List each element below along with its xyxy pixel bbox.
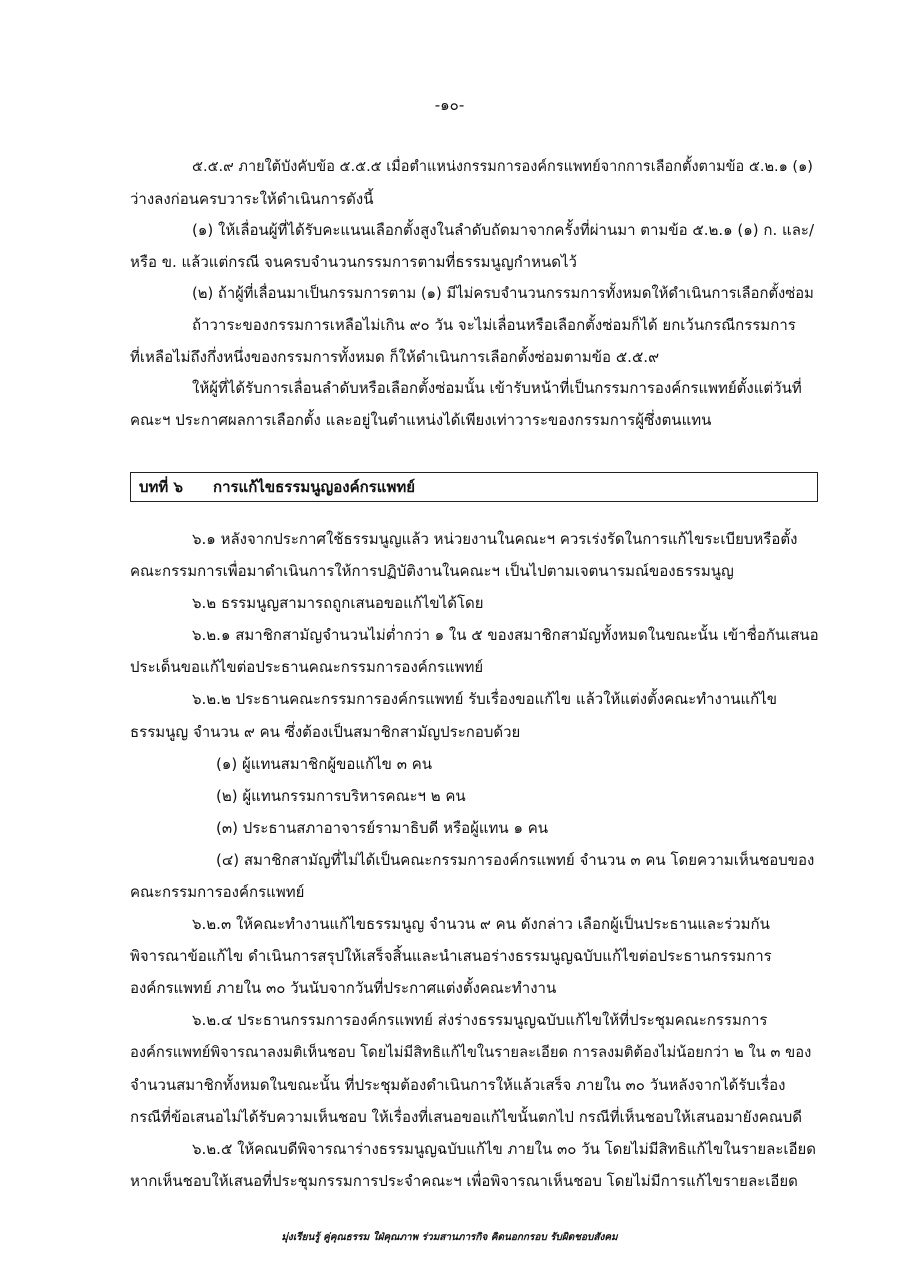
paragraph-line: หรือ ข. แล้วแต่กรณี จนครบจำนวนกรรมการตามที่ธรรมนูญกำหนดไว้ bbox=[130, 252, 577, 271]
paragraph-line: ๖.๒.๕ ให้คณบดีพิจารณาร่างธรรมนูญฉบับแก้ไข ภายใน ๓๐ วัน โดยไม่มีสิทธิแก้ไขในรายละเอียด bbox=[192, 1139, 817, 1158]
paragraph-line: ๖.๒.๒ ประธานคณะกรรมการองค์กรแพทย์ รับเรื่องขอแก้ไข แล้วให้แต่งตั้งคณะทำงานแก้ไข bbox=[192, 690, 778, 709]
paragraph-line: ให้ผู้ที่ได้รับการเลื่อนลำดับหรือเลือกตั้งซ่อมนั้น เข้ารับหน้าที่เป็นกรรมการองค์กรแพทย์ตั้งแต่วันที่ bbox=[192, 379, 802, 398]
paragraph-line: ถ้าวาระของกรรมการเหลือไม่เกิน ๙๐ วัน จะไม่เลื่อนหรือเลือกตั้งซ่อมก็ได้ ยกเว้นกรณีกรรมการ bbox=[192, 315, 796, 334]
paragraph-line: พิจารณาข้อแก้ไข ดำเนินการสรุปให้เสร็จสิ้นและนำเสนอร่างธรรมนูญฉบับแก้ไขต่อประธานกรรมการ bbox=[130, 947, 772, 966]
paragraph-line: คณะกรรมการเพื่อมาดำเนินการให้การปฏิบัติงานในคณะฯ เป็นไปตามเจตนารมณ์ของธรรมนูญ bbox=[130, 562, 734, 581]
paragraph-line: ๕.๕.๙ ภายใต้บังคับข้อ ๕.๕.๕ เมื่อตำแหน่งกรรมการองค์กรแพทย์จากการเลือกตั้งตามข้อ ๕.๒.๑ (๑) bbox=[192, 159, 813, 175]
paragraph-line: (๑) ให้เลื่อนผู้ที่ได้รับคะแนนเลือกตั้งสูงในลำดับถัดมาจากครั้งที่ผ่านมา ตามข้อ ๕.๒.๑ (๑) ก. และ/ bbox=[192, 221, 815, 240]
paragraph-line: กรณีที่ข้อเสนอไม่ได้รับความเห็นชอบ ให้เรื่องที่เสนอขอแก้ไขนั้นตกไป กรณีที่เห็นชอบให้เสนอมายังคณบดี bbox=[130, 1107, 803, 1126]
list-item: (๓) ประธานสภาอาจารย์รามาธิบดี หรือผู้แทน ๑ คน bbox=[216, 818, 549, 837]
paragraph-line: (๒) ถ้าผู้ที่เลื่อนมาเป็นกรรมการตาม (๑) มีไม่ครบจำนวนกรรมการทั้งหมดให้ดำเนินการเลือกตั้งซ่อม bbox=[192, 285, 814, 303]
paragraph-line: ประเด็นขอแก้ไขต่อประธานคณะกรรมการองค์กรแพทย์ bbox=[130, 658, 484, 677]
paragraph-line: ๖.๑ หลังจากประกาศใช้ธรรมนูญแล้ว หน่วยงานในคณะฯ ควรเร่งรัดในการแก้ไขระเบียบหรือตั้ง bbox=[192, 530, 798, 548]
paragraph-line: องค์กรแพทย์พิจารณาลงมติเห็นชอบ โดยไม่มีสิทธิแก้ไขในรายละเอียด การลงมติต้องไม่น้อยกว่า ๒ ใน ๓ ของ bbox=[130, 1043, 812, 1061]
paragraph-line: องค์กรแพทย์ ภายใน ๓๐ วันนับจากวันที่ประกาศแต่งตั้งคณะทำงาน bbox=[130, 979, 557, 998]
paragraph-line: คณะกรรมการองค์กรแพทย์ bbox=[130, 883, 305, 902]
top-section bbox=[130, 152, 820, 436]
paragraph-line: ๖.๒.๔ ประธานกรรมการองค์กรแพทย์ ส่งร่างธรรมนูญฉบับแก้ไขให้ที่ประชุมคณะกรรมการ bbox=[192, 1011, 768, 1030]
paragraph-line: ๖.๒.๓ ให้คณะทำงานแก้ไขธรรมนูญ จำนวน ๙ คน ดังกล่าว เลือกผู้เป็นประธานและร่วมกัน bbox=[192, 915, 770, 934]
section-number: บทที่ ๖ bbox=[139, 478, 184, 496]
paragraph-line: จำนวนสมาชิกทั้งหมดในขณะนั้น ที่ประชุมต้องดำเนินการให้แล้วเสร็จ ภายใน ๓๐ วันหลังจากได้รับเรื่อง bbox=[130, 1075, 786, 1094]
list-item: (๒) ผู้แทนกรรมการบริหารคณะฯ ๒ คน bbox=[216, 786, 466, 805]
list-item: (๔) สมาชิกสามัญที่ไม่ได้เป็นคณะกรรมการองค์กรแพทย์ จำนวน ๓ คน โดยความเห็นชอบของ bbox=[216, 850, 815, 869]
section-heading-box bbox=[130, 472, 818, 502]
paragraph-line: คณะฯ ประกาศผลการเลือกตั้ง และอยู่ในตำแหน่งได้เพียงเท่าวาระของกรรมการผู้ซึ่งตนแทน bbox=[130, 410, 712, 429]
paragraph-line: ว่างลงก่อนครบวาระให้ดำเนินการดังนี้ bbox=[130, 189, 374, 208]
paragraph-line: ๖.๒.๑ สมาชิกสามัญจำนวนไม่ต่ำกว่า ๑ ใน ๕ ของสมาชิกสามัญทั้งหมดในขณะนั้น เข้าชื่อกันเสนอ bbox=[192, 626, 819, 645]
section-title: การแก้ไขธรรมนูญองค์กรแพทย์ bbox=[213, 478, 416, 496]
paragraph-line: ๖.๒ ธรรมนูญสามารถถูกเสนอขอแก้ไขได้โดย bbox=[192, 594, 484, 613]
page-number: -๑๐- bbox=[434, 96, 465, 114]
paragraph-line: ที่เหลือไม่ถึงกึ่งหนึ่งของกรรมการทั้งหมด ก็ให้ดำเนินการเลือกตั้งซ่อมตามข้อ ๕.๕.๙ bbox=[130, 347, 660, 366]
paragraph-line: ธรรมนูญ จำนวน ๙ คน ซึ่งต้องเป็นสมาชิกสามัญประกอบด้วย bbox=[130, 722, 521, 741]
list-item: (๑) ผู้แทนสมาชิกผู้ขอแก้ไข ๓ คน bbox=[216, 754, 432, 773]
paragraph-line: หากเห็นชอบให้เสนอที่ประชุมกรรมการประจำคณะฯ เพื่อพิจารณาเห็นชอบ โดยไม่มีการแก้ไขรายละเอียด bbox=[130, 1171, 798, 1190]
section-body bbox=[130, 523, 820, 1197]
footer-motto: มุ่งเรียนรู้ คู่คุณธรรม ใฝ่คุณภาพ ร่วมสานภารกิจ คิดนอกกรอบ รับผิดชอบสังคม bbox=[281, 1232, 618, 1243]
